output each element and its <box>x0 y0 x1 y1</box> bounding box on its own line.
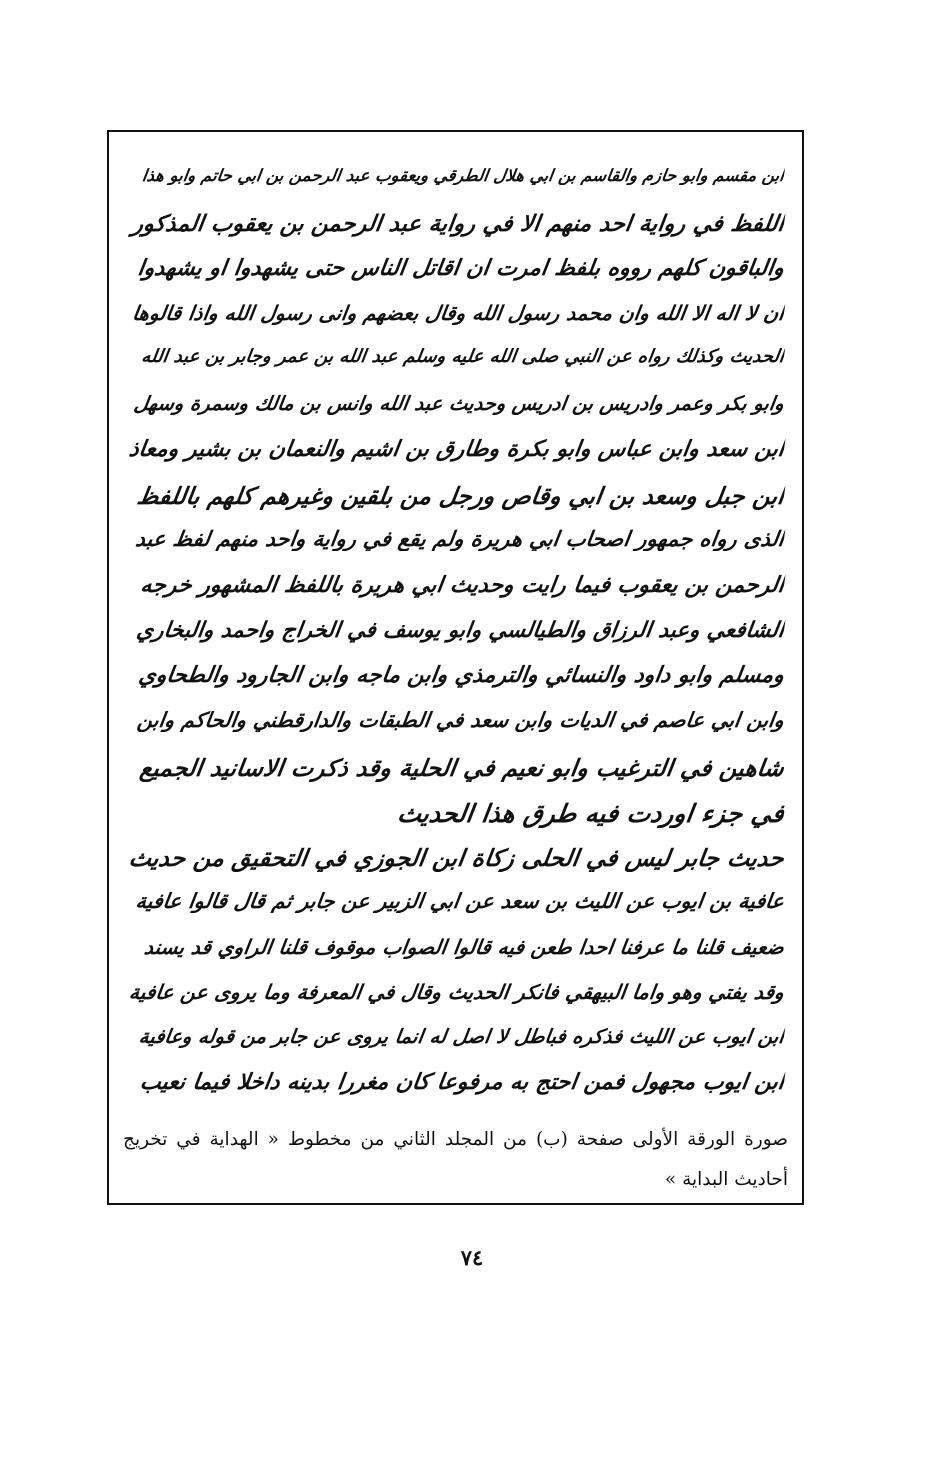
manuscript-line: ومسلم وابو داود والنسائي والترمذي وابن ماجه وابن الجارود والطحاوي <box>137 663 786 688</box>
manuscript-figure-frame <box>107 130 804 1205</box>
manuscript-line: الذى رواه جمهور اصحاب ابي هريرة ولم يقع في رواية واحد منهم لفظ عبد <box>134 527 786 551</box>
manuscript-image <box>127 156 787 1111</box>
manuscript-line: ابن سعد وابن عباس وابو بكرة وطارق بن اشيم والنعمان بن بشير ومعاذ <box>127 437 786 462</box>
manuscript-line: عافية بن ايوب عن الليث بن سعد عن ابي الزبير عن جابر ثم قال قالوا عافية <box>134 889 786 913</box>
manuscript-line: ابن جبل وسعد بن ابي وقاص ورجل من بلقين وغيرهم كلهم باللفظ <box>135 482 786 510</box>
manuscript-line: شاهين في الترغيب وابو نعيم في الحلية وقد ذكرت الاسانيد الجميع <box>138 754 786 782</box>
manuscript-line: وقد يفتي وهو واما البيهقي فانكر الحديث وقال في المعرفة وما يروى عن عافية <box>127 980 786 1004</box>
manuscript-line: وابو بكر وعمر وادريس بن ادريس وحديث عبد الله وانس بن مالك وسمرة وسهل <box>132 392 786 415</box>
manuscript-line: الشافعي وعبد الرزاق والطيالسي وابو يوسف في الخراج واحمد والبخاري <box>134 618 786 643</box>
manuscript-line: اللفظ في رواية احد منهم الا في رواية عبد الرحمن بن يعقوب المذكور <box>130 211 786 237</box>
manuscript-line: ضعيف قلنا ما عرفنا احدا طعن فيه قالوا الصواب موقوف قلنا الراوي قد يسند <box>142 935 786 959</box>
manuscript-line: ابن ايوب عن الليث فذكره فباطل لا اصل له انما يروى عن جابر من قوله وعافية <box>137 1025 786 1048</box>
manuscript-line: ابن ايوب مجهول فمن احتج به مرفوعا كان مغررا بدينه داخلا فيما نعيب <box>138 1070 786 1095</box>
page-number: ٧٤ <box>460 1245 484 1270</box>
manuscript-line: الرحمن بن يعقوب فيما رايت وحديث ابي هريرة باللفظ المشهور خرجه <box>138 573 786 598</box>
manuscript-line: والباقون كلهم رووه بلفظ امرت ان اقاتل الناس حتى يشهدوا او يشهدوا <box>136 256 786 281</box>
manuscript-line: في جزء اوردت فيه طرق هذا الحديث <box>395 799 787 828</box>
manuscript-line: وابن ابي عاصم في الديات وابن سعد في الطبقات والدارقطني والحاكم وابن <box>135 708 786 732</box>
manuscript-line: الحديث وكذلك رواه عن النبي صلى الله عليه وسلم عبد الله بن عمر وجابر بن عبد الله <box>140 346 786 367</box>
figure-caption: صورة الورقة الأولى صفحة (ب) من المجلد الثاني من مخطوط « الهداية في تخريج أحاديث البداية » <box>123 1129 788 1190</box>
manuscript-line: ان لا اله الا الله وان محمد رسول الله وقال بعضهم وانى رسول الله واذا قالوها <box>130 301 786 325</box>
manuscript-line: حديث جابر ليس في الحلى زكاة ابن الجوزي في التحقيق من حديث <box>127 844 786 872</box>
manuscript-line: ابن مقسم وابو حازم والقاسم بن ابي هلال الطرقي ويعقوب عبد الرحمن بن ابي حاتم وابو هذا <box>140 166 786 185</box>
